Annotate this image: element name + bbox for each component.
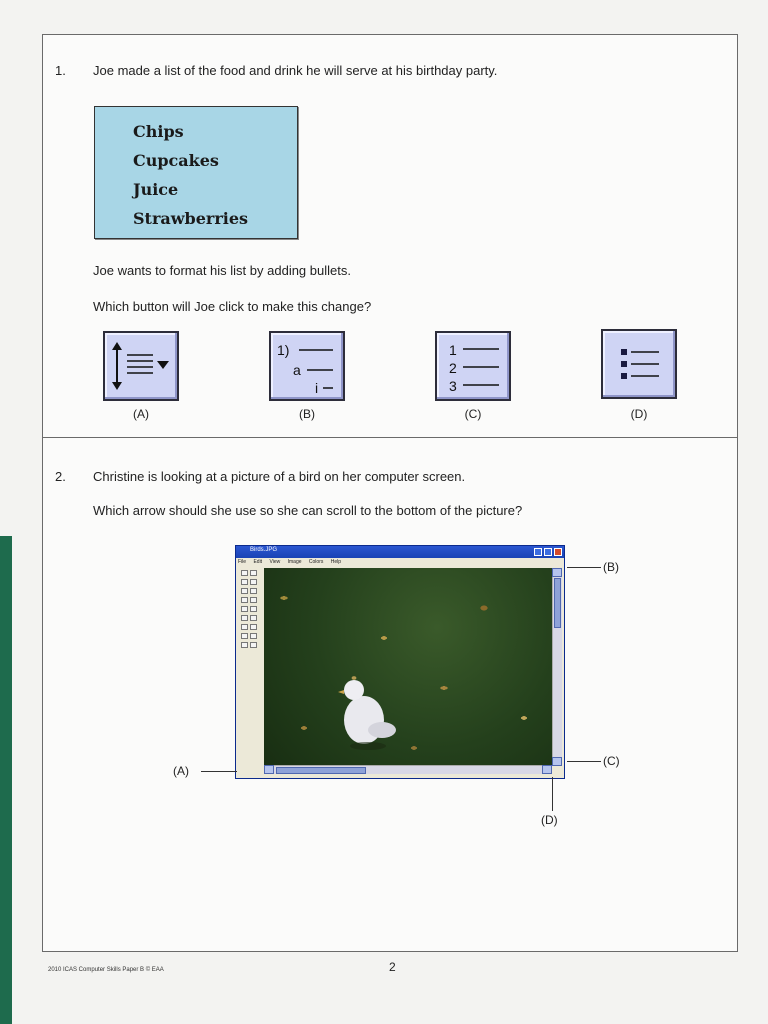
tool-icon[interactable] [250,642,257,648]
window-titlebar [236,546,564,558]
tool-icon[interactable] [241,579,248,585]
tool-icon[interactable] [241,642,248,648]
exam-page [42,34,738,952]
option-b-label: (B) [299,407,315,421]
tool-icon[interactable] [250,606,257,612]
option-a-label: (A) [133,407,149,421]
tool-icon[interactable] [250,597,257,603]
scroll-up-arrow-icon[interactable] [552,568,562,577]
vertical-scrollbar[interactable] [552,568,562,766]
option-a-button[interactable] [103,331,179,401]
tool-icon[interactable] [250,615,257,621]
callout-a-line [201,771,237,772]
tool-icon[interactable] [250,588,257,594]
list-item: Juice [133,180,179,199]
option-c-glyph: 2 [449,360,457,376]
q1-text: Joe made a list of the food and drink he will serve at his birthday party. [93,63,498,78]
menu-view[interactable]: View [269,559,281,565]
option-b-glyph: i [315,380,319,396]
tool-icon[interactable] [241,606,248,612]
tool-icon[interactable] [241,597,248,603]
paint-toolbox [238,568,262,768]
tool-icon[interactable] [250,579,257,585]
menu-edit[interactable]: Edit [253,559,263,565]
scroll-down-arrow-icon[interactable] [552,757,562,766]
tool-icon[interactable] [241,615,248,621]
option-c-glyph: 1 [449,342,457,358]
q1-instruction: Joe wants to format his list by adding bullets. [93,263,351,278]
menu-image[interactable]: Image [287,559,302,565]
q1-number: 1. [55,63,66,78]
option-c-label: (C) [464,407,482,421]
q2-text: Christine is looking at a picture of a bird on her computer screen. [93,469,466,484]
option-b-glyph: 1) [277,342,290,358]
paint-window [235,545,565,779]
bird-picture [264,568,552,766]
question-divider [43,437,737,438]
tool-icon[interactable] [241,588,248,594]
q2-question: Which arrow should she use so she can scroll to the bottom of the picture? [93,503,523,518]
scan-edge [0,536,12,1024]
bird-photo-image [264,568,552,766]
bulleted-list-icon [603,331,675,397]
list-item: Chips [133,122,184,141]
menu-colors[interactable]: Colors [308,559,324,565]
minimize-icon[interactable] [534,548,542,556]
vertical-scroll-thumb[interactable] [554,578,561,628]
callout-b-line [567,567,601,568]
horizontal-scrollbar[interactable] [264,765,552,774]
window-title: Birds.JPG [250,547,278,553]
option-d-button[interactable] [601,329,677,399]
multilevel-list-icon [271,333,343,399]
menu-file[interactable]: File [238,559,247,565]
q2-number: 2. [55,469,66,484]
callout-c-line [567,761,601,762]
option-c-button[interactable] [435,331,511,401]
tool-icon[interactable] [241,633,248,639]
callout-d-line [552,777,553,811]
callout-a-label: (A) [173,764,189,778]
option-d-label: (D) [630,407,648,421]
maximize-icon[interactable] [544,548,552,556]
line-spacing-icon [105,333,177,399]
option-b-glyph: a [293,362,301,378]
callout-c-label: (C) [603,754,620,768]
option-c-glyph: 3 [449,378,457,394]
tool-icon[interactable] [250,624,257,630]
food-list-box [94,106,298,239]
scroll-left-arrow-icon[interactable] [264,765,274,774]
window-menubar [238,559,347,567]
callout-b-label: (B) [603,560,619,574]
callout-d-label: (D) [541,813,558,827]
close-icon[interactable] [554,548,562,556]
tool-icon[interactable] [241,570,248,576]
menu-help[interactable]: Help [330,559,342,565]
q1-question: Which button will Joe click to make this change? [93,299,372,314]
scroll-right-arrow-icon[interactable] [542,765,552,774]
numbered-list-icon [437,333,509,399]
option-b-button[interactable] [269,331,345,401]
tool-icon[interactable] [241,624,248,630]
footer-text: 2010 ICAS Computer Skills Paper B © EAA [48,967,164,973]
list-item: Strawberries [133,209,249,228]
horizontal-scroll-thumb[interactable] [276,767,366,774]
tool-icon[interactable] [250,570,257,576]
list-item: Cupcakes [133,151,219,170]
page-number: 2 [389,960,396,974]
tool-icon[interactable] [250,633,257,639]
